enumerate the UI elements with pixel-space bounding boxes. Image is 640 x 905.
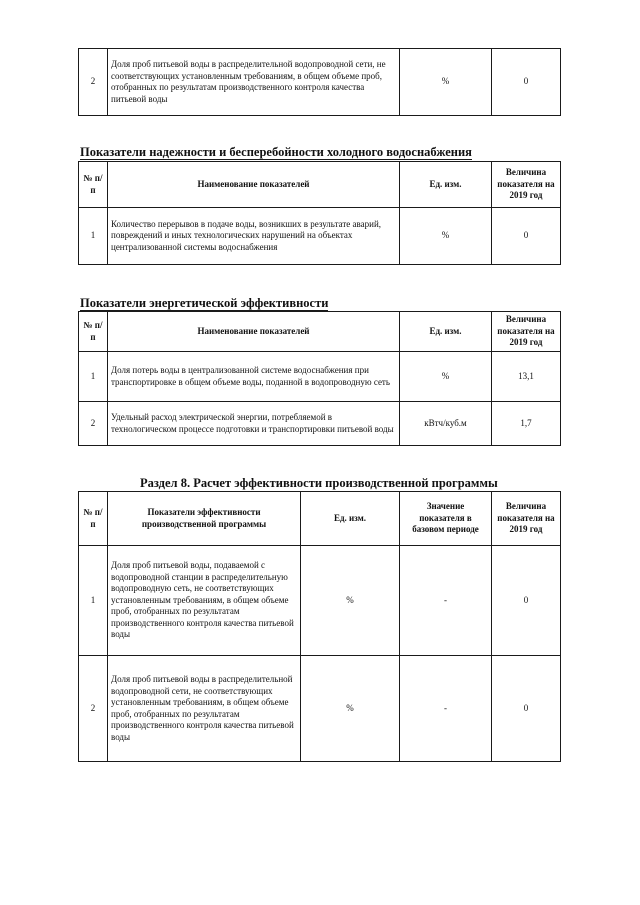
row-number: 1 xyxy=(79,208,108,265)
header-value: Величина показателя на 2019 год xyxy=(492,162,561,208)
header-unit: Ед. изм. xyxy=(301,492,400,546)
table-program-efficiency xyxy=(78,491,561,762)
indicator-name: Удельный расход электрической энергии, потребляемой в технологическом процессе подготовки и транспортировки питьевой воды xyxy=(108,402,400,446)
indicator-name: Доля проб питьевой воды в распределительной водопроводной сети, не соответствующих установленным требованиям, в общем объеме проб, отобранных по результатам производственного контроля качества питьевой воды xyxy=(108,656,301,762)
row-number: 1 xyxy=(79,546,108,656)
row-number: 2 xyxy=(79,402,108,446)
indicator-name: Количество перерывов в подаче воды, возникших в результате аварий, повреждений и иных технологических нарушений на объектах централизованной системы водоснабжения xyxy=(108,208,400,265)
row-number: 2 xyxy=(79,656,108,762)
section-title-8: Раздел 8. Расчет эффективности производственной программы xyxy=(140,476,498,490)
header-num: № п/п xyxy=(79,492,108,546)
section-title-energy: Показатели энергетической эффективности xyxy=(80,296,329,310)
header-name: Показатели эффективности производственной программы xyxy=(108,492,301,546)
header-unit: Ед. изм. xyxy=(400,312,492,352)
header-name: Наименование показателей xyxy=(108,162,400,208)
table-row xyxy=(79,546,561,656)
unit: % xyxy=(301,656,400,762)
base-value: - xyxy=(400,656,492,762)
header-value: Величина показателя на 2019 год xyxy=(492,492,561,546)
value: 0 xyxy=(492,656,561,762)
indicator-name: Доля потерь воды в централизованной системе водоснабжения при транспортировке в общем объеме воды, поданной в водопроводную сеть xyxy=(108,352,400,402)
table-header-row xyxy=(79,492,561,546)
unit: кВтч/куб.м xyxy=(400,402,492,446)
unit: % xyxy=(400,49,492,116)
row-number: 2 xyxy=(79,49,108,116)
table-header-row xyxy=(79,162,561,208)
value: 1,7 xyxy=(492,402,561,446)
header-unit: Ед. изм. xyxy=(400,162,492,208)
table-energy xyxy=(78,311,561,446)
table-row xyxy=(79,656,561,762)
row-number: 1 xyxy=(79,352,108,402)
unit: % xyxy=(301,546,400,656)
table-row xyxy=(79,402,561,446)
table-row xyxy=(79,352,561,402)
header-base: Значение показателя в базовом периоде xyxy=(400,492,492,546)
table-reliability xyxy=(78,161,561,265)
header-num: № п/п xyxy=(79,162,108,208)
indicator-name: Доля проб питьевой воды в распределительной водопроводной сети, не соответствующих установленным требованиям, в общем объеме проб, отобранных по результатам производственного контроля качества питьевой воды xyxy=(108,49,400,116)
unit: % xyxy=(400,208,492,265)
header-num: № п/п xyxy=(79,312,108,352)
base-value: - xyxy=(400,546,492,656)
indicator-name: Доля проб питьевой воды, подаваемой с водопроводной станции в распределительную водопроводную сеть, не соответствующих установленным требованиям, в общем объеме проб, отобранных по результатам производственного контроля качества питьевой воды xyxy=(108,546,301,656)
header-value: Величина показателя на 2019 год xyxy=(492,312,561,352)
unit: % xyxy=(400,352,492,402)
value: 0 xyxy=(492,546,561,656)
table-water-quality-continued xyxy=(78,48,561,116)
table-row xyxy=(79,49,561,116)
header-name: Наименование показателей xyxy=(108,312,400,352)
value: 0 xyxy=(492,49,561,116)
table-header-row xyxy=(79,312,561,352)
value: 0 xyxy=(492,208,561,265)
value: 13,1 xyxy=(492,352,561,402)
section-title-reliability: Показатели надежности и бесперебойности холодного водоснабжения xyxy=(80,145,472,159)
table-row xyxy=(79,208,561,265)
